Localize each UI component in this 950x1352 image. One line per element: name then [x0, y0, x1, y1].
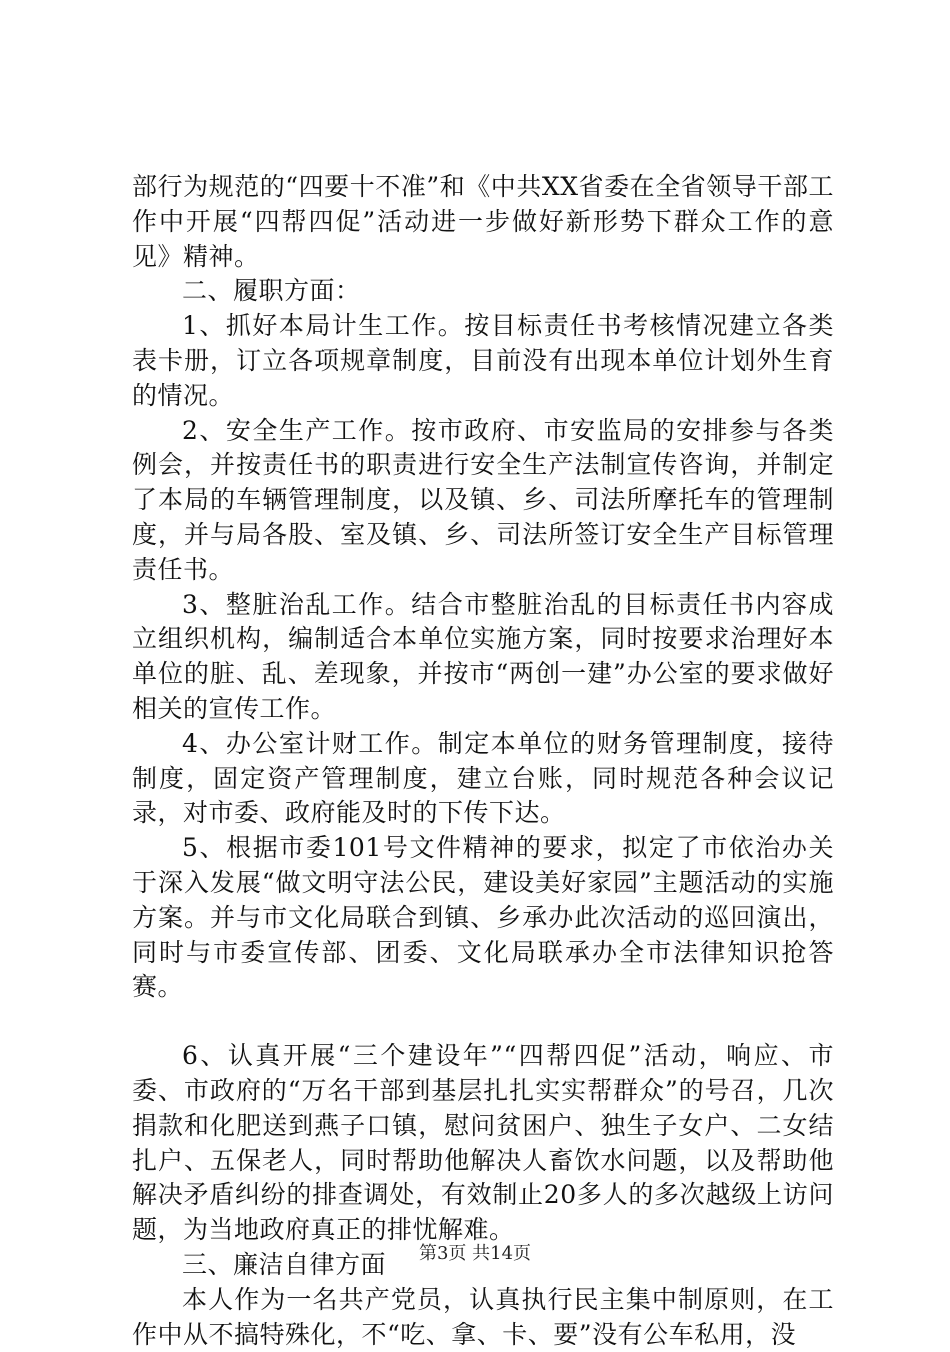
paragraph-item-1: 1、抓好本局计生工作。按目标责任书考核情况建立各类表卡册，订立各项规章制度，目前没有出现本单位计划外生育的情况。: [132, 311, 834, 410]
document-body: [132, 170, 834, 1352]
page-footer: 第3页 共14页: [418, 1243, 532, 1264]
paragraph-item-3: 3、整脏治乱工作。结合市整脏治乱的目标责任书内容成立组织机构，编制适合本单位实施方案，同时按要求治理好本单位的脏、乱、差现象，并按市“两创一建”办公室的要求做好相关的宣传工作。: [132, 589, 834, 723]
paragraph-item-2: 2、安全生产工作。按市政府、市安监局的安排参与各类例会，并按责任书的职责进行安全生产法制宣传咨询，并制定了本局的车辆管理制度，以及镇、乡、司法所摩托车的管理制度，并与局各股、室及镇、乡、司法所签订安全生产目标管理责任书。: [132, 415, 834, 584]
paragraph-continuation: 部行为规范的“四要十不准”和《中共XX省委在全省领导干部工作中开展“四帮四促”活动进一步做好新形势下群众工作的意见》精神。: [132, 172, 834, 271]
section-heading-integrity: 三、廉洁自律方面: [182, 1249, 387, 1279]
paragraph-item-6: 6、认真开展“三个建设年”“四帮四促”活动，响应、市委、市政府的“万名干部到基层扎扎实实帮群众”的号召，几次捐款和化肥送到燕子口镇，慰问贫困户、独生子女户、二女结扎户、五保老人，同时帮助他解决人畜饮水问题，以及帮助他解决矛盾纠纷的排查调处，有效制止20多人的多次越级上访问题，为当地政府真正的排忧解难。: [132, 1041, 834, 1245]
paragraph-integrity: 本人作为一名共产党员，认真执行民主集中制原则，在工作中从不搞特殊化，不“吃、拿、卡、要”没有公车私用，没: [132, 1284, 834, 1349]
paragraph-item-4: 4、办公室计财工作。制定本单位的财务管理制度，接待制度，固定资产管理制度，建立台账，同时规范各种会议记录，对市委、政府能及时的下传下达。: [132, 728, 834, 828]
paragraph-item-5: 5、根据市委101号文件精神的要求，拟定了市依治办关于深入发展“做文明守法公民，建设美好家园”主题活动的实施方案。并与市文化局联合到镇、乡承办此次活动的巡回演出，同时与市委宣传部、团委、文化局联承办全市法律知识抢答赛。: [132, 833, 834, 1002]
section-heading-duties: 二、履职方面：: [182, 276, 361, 306]
